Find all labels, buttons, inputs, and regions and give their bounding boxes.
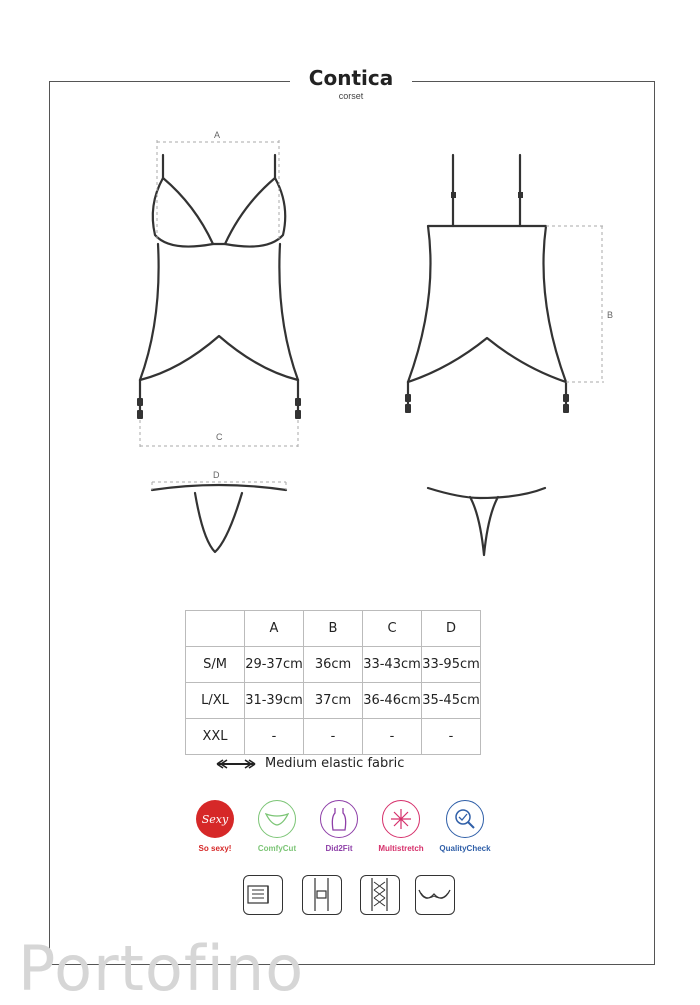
front-cup-left [153,178,213,247]
fabric-note [215,756,404,771]
badge-so-sexy [180,800,250,853]
table-cell: 31-39cm [245,683,304,719]
table-header-row [186,611,481,647]
table-cell: 35-45cm [422,683,481,719]
front-closure-icon [302,875,342,915]
table-cell: 36cm [304,647,363,683]
lacing-icon [360,875,400,915]
badge-multistretch [366,800,436,853]
badge-label: So sexy! [198,844,232,853]
product-title: Contica [308,66,394,90]
comfycut-icon [258,800,296,838]
table-header-cell: B [304,611,363,647]
table-cell: 29-37cm [245,647,304,683]
table-cell: 33-43cm [363,647,422,683]
fabric-label: Medium elastic fabric [265,756,405,771]
table-cell: S/M [186,647,245,683]
front-body [140,244,298,380]
table-row [186,647,481,683]
double-arrow-icon [215,759,257,769]
table-cell: L/XL [186,683,245,719]
size-table [185,610,481,755]
badge-comfycut [242,800,312,853]
table-cell: - [422,719,481,755]
label-a: A [214,130,221,140]
table-cell: - [363,719,422,755]
product-subtitle: corset [338,91,364,101]
table-header-cell: A [245,611,304,647]
did2fit-icon [320,800,358,838]
table-row [186,719,481,755]
so-sexy-icon: Sexy [196,800,234,838]
back-body [408,226,566,382]
table-cell: 33-95cm [422,647,481,683]
multistretch-icon [382,800,420,838]
feature-badges [190,800,520,860]
label-b: B [607,310,614,320]
table-cell: - [304,719,363,755]
badge-label: ComfyCut [257,844,297,853]
label-d: D [213,470,220,480]
front-thong [152,485,286,552]
front-cup-right [225,178,285,247]
back-thong [428,488,545,555]
table-header-cell [186,611,245,647]
watermark: Portofino [18,932,305,1005]
qualitycheck-icon [446,800,484,838]
table-cell: 36-46cm [363,683,422,719]
hook-closure-icon [243,875,283,915]
label-c: C [216,432,223,442]
table-cell: XXL [186,719,245,755]
badge-label: Did2Fit [325,844,353,853]
back-hem [408,338,566,382]
badge-qualitycheck [430,800,500,853]
table-cell: - [245,719,304,755]
underwire-cup-icon [415,875,455,915]
front-hem [140,336,298,380]
table-cell: 37cm [304,683,363,719]
table-header-cell: D [422,611,481,647]
table-row [186,683,481,719]
badge-did2fit [304,800,374,853]
badge-label: QualityCheck [439,844,491,853]
badge-label: Multistretch [378,844,424,853]
table-header-cell: C [363,611,422,647]
